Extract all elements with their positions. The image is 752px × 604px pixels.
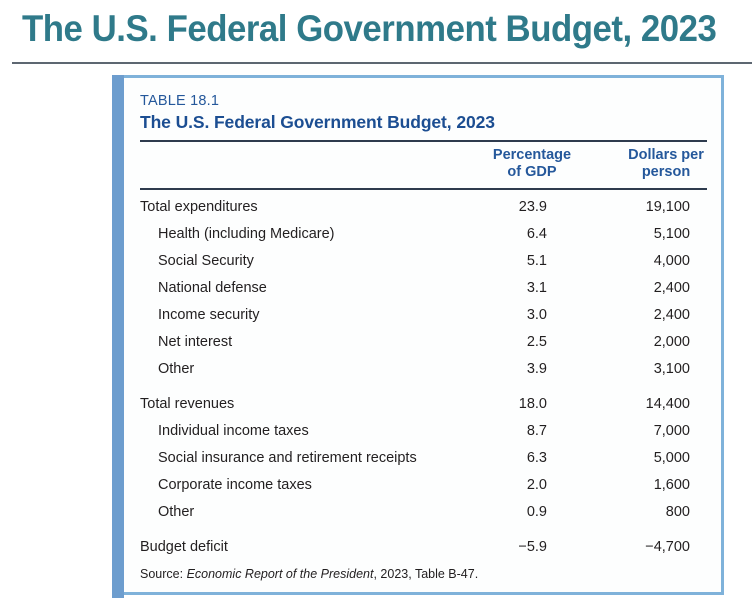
row-dollars-per-person-value: 4,000	[653, 252, 690, 269]
row-percentage-of-gdp-value: 3.1	[526, 279, 547, 296]
table-row	[140, 355, 707, 382]
row-dollars-per-person-value: 5,000	[653, 449, 690, 466]
row-label: Budget deficit	[140, 538, 228, 555]
page-heading-divider	[12, 62, 752, 64]
table-row	[140, 193, 707, 220]
row-percentage-of-gdp-value: 3.0	[526, 306, 547, 323]
table-row	[140, 417, 707, 444]
page-heading-wrap	[22, 8, 752, 56]
row-percentage-of-gdp-value: 2.0	[526, 476, 547, 493]
header-divider	[140, 188, 707, 190]
table-row	[140, 471, 707, 498]
column-header-dollars-per-person: Dollars per person	[628, 147, 704, 180]
row-label: Other	[158, 360, 195, 377]
column-header-percentage-of-gdp: Percentage of GDP	[492, 147, 572, 180]
row-label: Income security	[158, 306, 260, 323]
row-dollars-per-person-value: 2,400	[653, 279, 690, 296]
table-row	[140, 498, 707, 525]
table-row	[140, 247, 707, 274]
row-percentage-of-gdp-value: 23.9	[518, 198, 547, 215]
card-left-accent-bar	[112, 75, 124, 598]
row-label: Social Security	[158, 252, 254, 269]
table-row	[140, 220, 707, 247]
table-row	[140, 533, 707, 560]
page-title: The U.S. Federal Government Budget, 2023	[22, 8, 717, 49]
table-number-label: TABLE 18.1	[140, 93, 220, 109]
table-row	[140, 274, 707, 301]
row-percentage-of-gdp-value: 2.5	[526, 333, 547, 350]
table-row	[140, 390, 707, 417]
table-row	[140, 328, 707, 355]
source-suffix: , 2023, Table B-47.	[373, 567, 479, 581]
row-label: Other	[158, 503, 195, 520]
table-body	[140, 193, 707, 560]
row-dollars-per-person-value: 19,100	[645, 198, 690, 215]
table-card	[112, 75, 724, 595]
row-label: Corporate income taxes	[158, 476, 312, 493]
row-percentage-of-gdp-value: 6.4	[526, 225, 547, 242]
row-dollars-per-person-value: 2,000	[653, 333, 690, 350]
source-publication: Economic Report of the President	[186, 567, 374, 581]
row-dollars-per-person-value: 5,100	[653, 225, 690, 242]
table-title: The U.S. Federal Government Budget, 2023	[140, 112, 495, 132]
row-dollars-per-person-value: 3,100	[653, 360, 690, 377]
row-label: Total revenues	[140, 395, 235, 412]
row-label: Individual income taxes	[158, 422, 309, 439]
card-content	[124, 78, 707, 592]
row-dollars-per-person-value: 800	[665, 503, 690, 520]
row-percentage-of-gdp-value: 3.9	[526, 360, 547, 377]
row-percentage-of-gdp-value: 18.0	[518, 395, 547, 412]
table-header-row	[140, 142, 707, 185]
row-dollars-per-person-value: 1,600	[653, 476, 690, 493]
table-row	[140, 444, 707, 471]
row-percentage-of-gdp-value: 5.1	[526, 252, 547, 269]
row-dollars-per-person-value: 7,000	[653, 422, 690, 439]
row-label: Social insurance and retirement receipts	[158, 449, 417, 466]
table-row	[140, 301, 707, 328]
row-label: Health (including Medicare)	[158, 225, 335, 242]
row-label: Total expenditures	[140, 198, 258, 215]
row-label: Net interest	[158, 333, 233, 350]
row-label: National defense	[158, 279, 267, 296]
source-note	[140, 567, 707, 581]
row-percentage-of-gdp-value: −5.9	[518, 538, 547, 555]
source-prefix: Source:	[140, 567, 187, 581]
row-dollars-per-person-value: −4,700	[645, 538, 690, 555]
row-percentage-of-gdp-value: 6.3	[526, 449, 547, 466]
row-percentage-of-gdp-value: 8.7	[526, 422, 547, 439]
row-dollars-per-person-value: 14,400	[645, 395, 690, 412]
row-percentage-of-gdp-value: 0.9	[526, 503, 547, 520]
row-dollars-per-person-value: 2,400	[653, 306, 690, 323]
